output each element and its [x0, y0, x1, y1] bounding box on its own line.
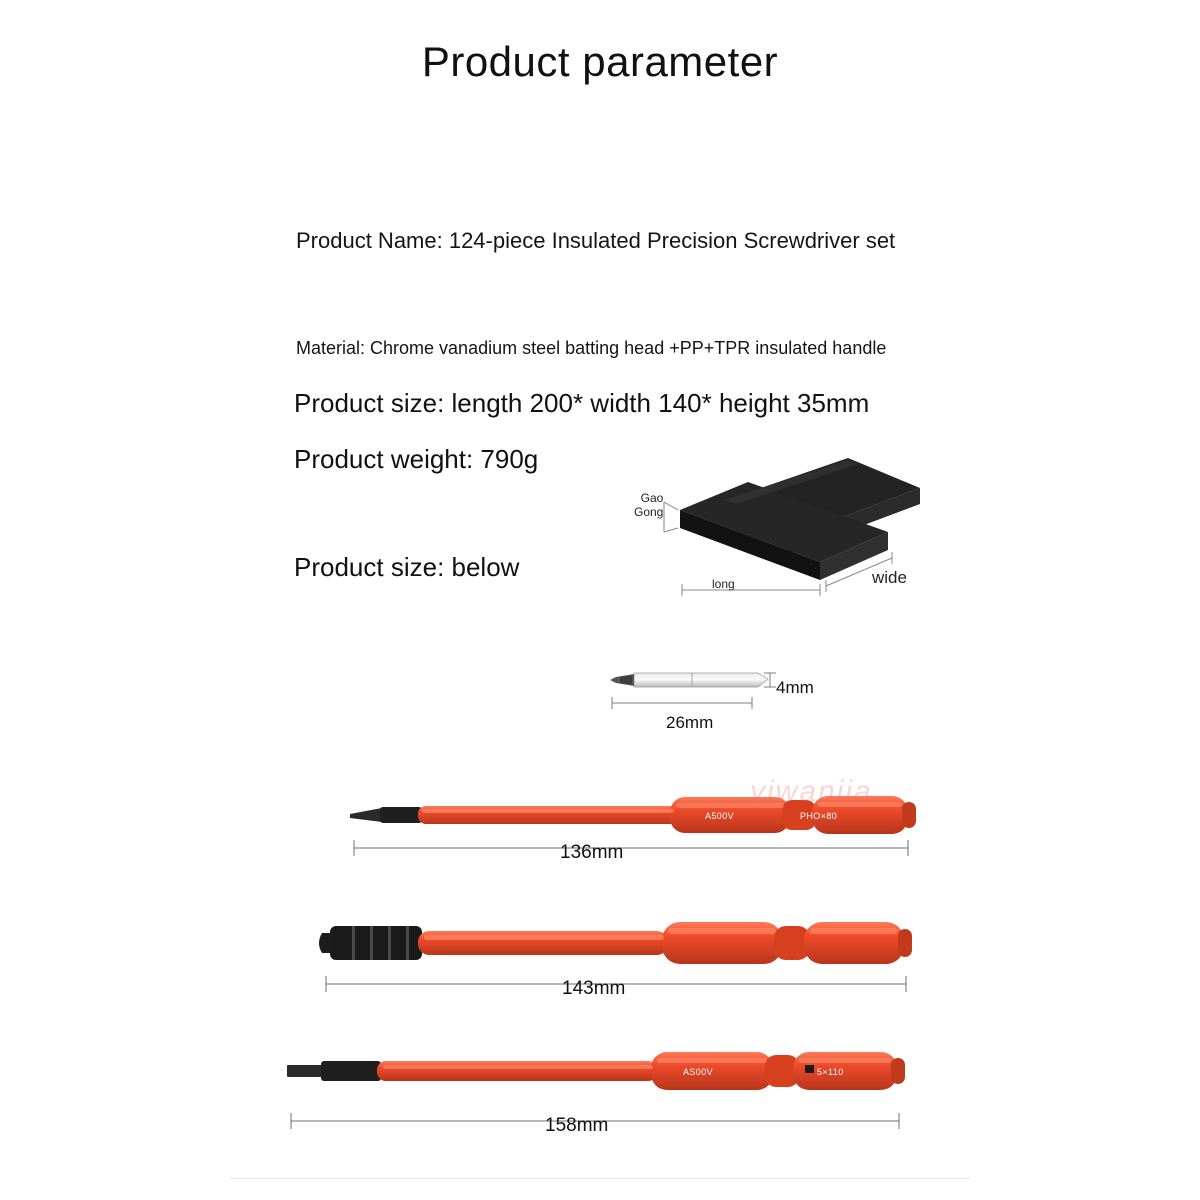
- screwdriver-3-svg: [265, 1035, 930, 1170]
- screwdriver-3: [265, 1035, 930, 1170]
- driver-3-voltage-stamp: AS00V: [683, 1067, 714, 1077]
- spec-material: Material: Chrome vanadium steel batting head +PP+TPR insulated handle: [296, 338, 887, 358]
- box-height-label: [634, 492, 663, 520]
- box-diagram-svg: [620, 440, 940, 630]
- box-diagram: [620, 440, 940, 630]
- bit-width-dimension: 4mm: [776, 678, 814, 697]
- page-title: Product parameter: [421, 38, 779, 85]
- driver-3-dimension: 158mm: [545, 1115, 609, 1136]
- screwdriver-2-svg: [300, 900, 930, 1035]
- brand-watermark: yiwanjia: [750, 775, 873, 808]
- box-long-label: long: [712, 577, 735, 591]
- box-wide-label: wide: [872, 568, 907, 587]
- box-height-label-line2: Gong: [634, 504, 664, 519]
- spec-size-below: Product size: below: [294, 552, 520, 582]
- driver-1-dimension: 136mm: [560, 842, 624, 863]
- spec-product-name: Product Name: 124-piece Insulated Precision Screwdriver set: [296, 228, 896, 253]
- screwdriver-2: [300, 900, 930, 1035]
- driver-1-voltage-stamp: A500V: [705, 811, 735, 821]
- bit-diagram-svg: [600, 655, 900, 750]
- driver-1-type-stamp: PHO×80: [800, 811, 838, 821]
- screwdriver-1: [330, 770, 930, 900]
- spec-product-weight: Product weight: 790g: [294, 444, 539, 474]
- bit-length-dimension: 26mm: [666, 713, 714, 732]
- driver-2-dimension: 143mm: [562, 978, 626, 999]
- spec-product-size: Product size: length 200* width 140* height 35mm: [294, 388, 870, 418]
- driver-3-type-stamp: 5×110: [817, 1067, 844, 1077]
- bottom-divider: [230, 1178, 970, 1179]
- screwdriver-1-svg: [330, 770, 930, 900]
- box-height-label-line1: Gao: [640, 491, 664, 505]
- bit-diagram: [600, 655, 900, 750]
